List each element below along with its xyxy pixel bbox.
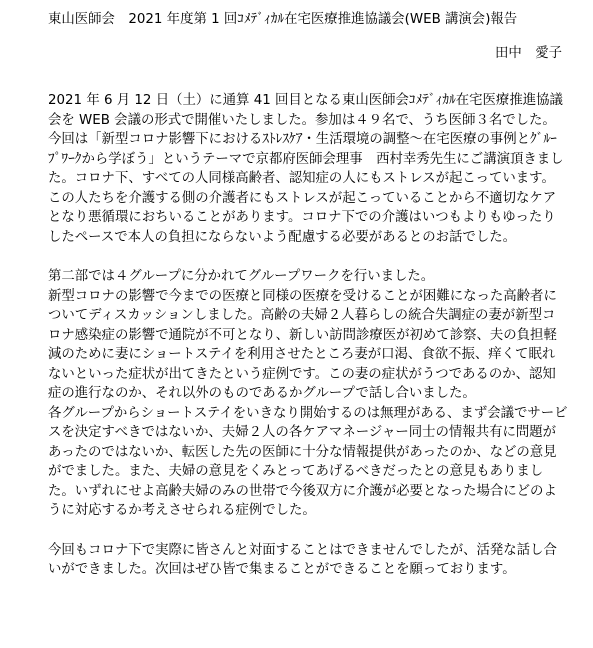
document [48, 10, 568, 580]
paragraph-intro: 2021 年 6 月 12 日（土）に通算 41 回目となる東山医師会ｺﾒﾃﾞｨｶﾙ在宅医療推進協議会を WEB 会議の形式で開催いたしました。参加は４９名で、うち医師３名でした。今回は「新型コロナ影響下におけるｽﾄﾚｽｹｱ・生活環境の調整～在宅医療の事例とｸﾞﾙｰﾌﾟﾜｰｸから学ぼう」というテーマで京都府医師会理事 西村幸秀先生にご講演頂きました。コロナ下、すべての人同様高齢者、認知症の人にもストレスが起こっています。この人たちを介護する側の介護者にもストレスが起こっていることから不適切なケアとなり悪循環におちいることがあります。コロナ下での介護はいつもよりもゆったりしたペースで本人の負担にならないよう配慮する必要があるとのお話でした。 [48, 93, 564, 245]
paragraph-case-discussion: 新型コロナの影響で今までの医療と同様の医療を受けることが困難になった高齢者についてディスカッションしました。高齢の夫婦２人暮らしの統合失調症の妻が新型コロナ感染症の影響で通院が不可となり、新しい訪問診療医が初めて診察、夫の負担軽減のために妻にショートステイを利用させたところ妻が口渇、食欲不振、痒くて眠れないといった症状が出てきたという症例です。この妻の症状がうつであるのか、認知症の進行なのか、それ以外のものであるかグループで話し合いました。 [48, 288, 557, 401]
paragraph-group-opinions: 各グループからショートステイをいきなり開始するのは無理がある、まず会議でサービスを決定すべきではないか、夫婦２人の各ケアマネージャー同士の情報共有に問題があったのではないか、転医した先の医師に十分な情報提供があったのか、などの意見がでました。また、夫婦の意見をくみとってあげるべきだったとの意見もありました。いずれにせよ高齢夫婦のみの世帯で今後双方に介護が必要となった場合にどのように対応するか考えさせられる症例でした。 [48, 405, 568, 518]
paragraph-part2-heading: 第二部では４グループに分かれてグループワークを行いました。 [48, 269, 435, 284]
paragraph-closing: 今回もコロナ下で実際に皆さんと対面することはできませんでしたが、活発な話し合いができました。次回はぜひ皆で集まることができることを願っております。 [48, 542, 557, 577]
document-title: 東山医師会 2021 年度第 1 回ｺﾒﾃﾞｨｶﾙ在宅医療推進協議会(WEB 講演会)報告 [48, 12, 518, 27]
author-name: 田中 愛子 [495, 45, 562, 61]
